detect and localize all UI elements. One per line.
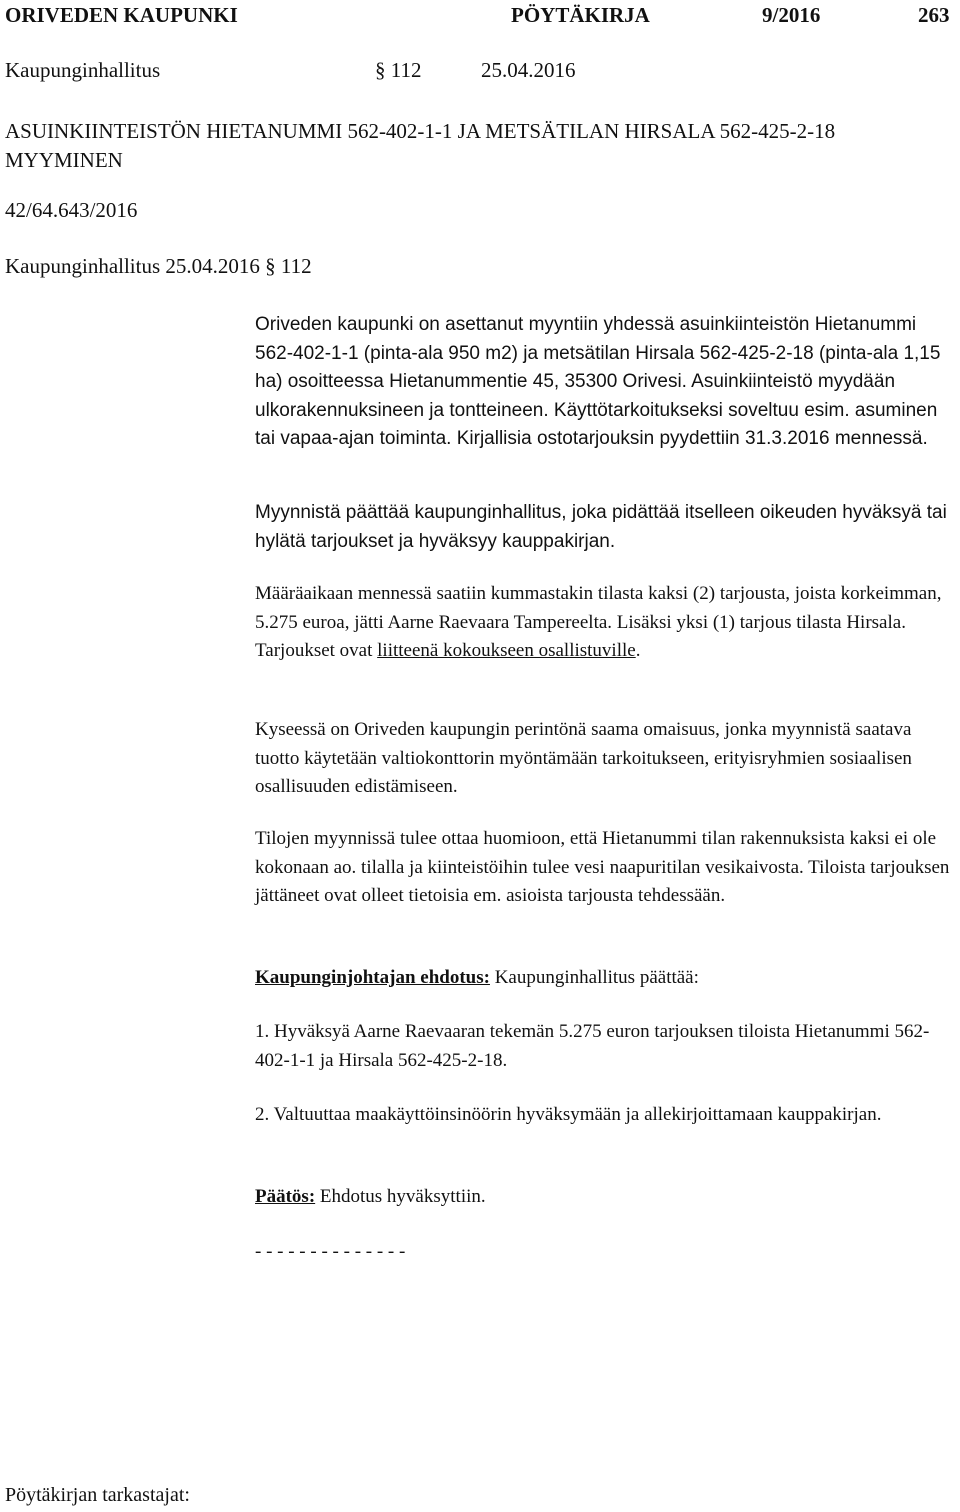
attachment-link[interactable]: liitteenä kokoukseen osallistuville (377, 640, 636, 661)
separator-text: - - - - - - - - - - - - - - (255, 1241, 406, 1262)
offers-text-end: . (635, 640, 641, 661)
decision-line (255, 1183, 955, 1212)
paragraph-text: Tilojen myynnissä tulee ottaa huomioon, että Hietanummi tilan rakennuksista kaksi ei ole kokonaan ao. tilalla ja kiinteistöihin tulee vesi naapuritilan vesikaivosta. Tiloista tarjouksen jättäneet ovat olleet tietoisia em. asioista tarjousta tehdessään. (255, 828, 950, 906)
paragraph-text: Kyseessä on Oriveden kaupungin perintönä saama omaisuus, jonka myynnistä saatava tuotto käytetään valtiokonttorin myöntämään tarkoitukseen, erityisryhmien sosiaalisen osallisuuden edistämiseen. (255, 719, 912, 797)
meeting-date: 25.04.2016 (481, 58, 576, 82)
paragraph-text: Myynnistä päättää kaupunginhallitus, joka pidättää itselleen oikeuden hyväksyä tai hylätä tarjoukset ja hyväksyy kauppakirjan. (255, 502, 947, 552)
section-number: § 112 (375, 58, 422, 82)
separator-line (255, 1238, 955, 1267)
paragraph-considerations (255, 825, 955, 911)
body-name: Kaupunginhallitus (5, 58, 161, 82)
offers-text: Määräaikaan mennessä saatiin kummastakin tilasta kaksi (2) tarjousta, joista korkeimman, 5.275 euroa, jätti Aarne Raevaara Tampereelta. Lisäksi yksi (1) tarjous tilasta Hirsala. Tarjoukset ovat (255, 583, 942, 661)
mayor-proposal (255, 964, 955, 993)
proposal-text: Kaupunginhallitus päättää: (489, 967, 699, 988)
paragraph-text: Oriveden kaupunki on asettanut myyntiin yhdessä asuinkiinteistön Hietanummi 562-402-1-1 (pinta-ala 950 m2) ja metsätilan Hirsala 562-425-2-18 (pinta-ala 1,15 ha) osoitteessa Hietanummentie 45, 35300 Orivesi. Asuinkiinteistö myydään ulkorakennuksineen ja tontteineen. Käyttötarkoitukseksi soveltuu esim. asuminen tai vapaa-ajan toiminta. Kirjallisia ostotarjouksin pyydettiin 31.3.2016 mennessä. (255, 314, 941, 449)
organization-name: ORIVEDEN KAUPUNKI (5, 3, 238, 27)
document-header (0, 3, 960, 31)
page-number: 263 (918, 3, 950, 27)
proposal-item-text: 2. Valtuuttaa maakäyttöinsinöörin hyväksymään ja allekirjoittamaan kauppakirjan. (255, 1104, 882, 1125)
proposal-item-2 (255, 1101, 955, 1130)
proposal-item-text: 1. Hyväksyä Aarne Raevaaran tekemän 5.275 euron tarjouksen tiloista Hietanummi 562-402-1-1 ja Hirsala 562-425-2-18. (255, 1021, 930, 1071)
decision-label: Päätös: (255, 1186, 316, 1207)
document-type: PÖYTÄKIRJA (511, 3, 650, 27)
diary-number: 42/64.643/2016 (5, 198, 138, 222)
proposal-line (255, 964, 955, 993)
minutes-checkers-label: Pöytäkirjan tarkastajat: (5, 1484, 190, 1506)
paragraph-text (255, 580, 955, 666)
proposal-label: Kaupunginjohtajan ehdotus: (255, 967, 490, 988)
decision (255, 1183, 955, 1212)
paragraph-sale-description (255, 311, 955, 454)
meeting-header (0, 58, 960, 86)
document-number: 9/2016 (762, 3, 821, 27)
proposal-item-1 (255, 1018, 955, 1075)
item-title: ASUINKIINTEISTÖN HIETANUMMI 562-402-1-1 JA METSÄTILAN HIRSALA 562-425-2-18 MYYMINEN (5, 119, 836, 172)
decision-text: Ehdotus hyväksyttiin. (315, 1186, 486, 1207)
paragraph-inheritance (255, 716, 955, 802)
paragraph-decision-authority (255, 499, 955, 556)
meeting-reference: Kaupunginhallitus 25.04.2016 § 112 (5, 254, 312, 278)
paragraph-offers (255, 580, 955, 666)
